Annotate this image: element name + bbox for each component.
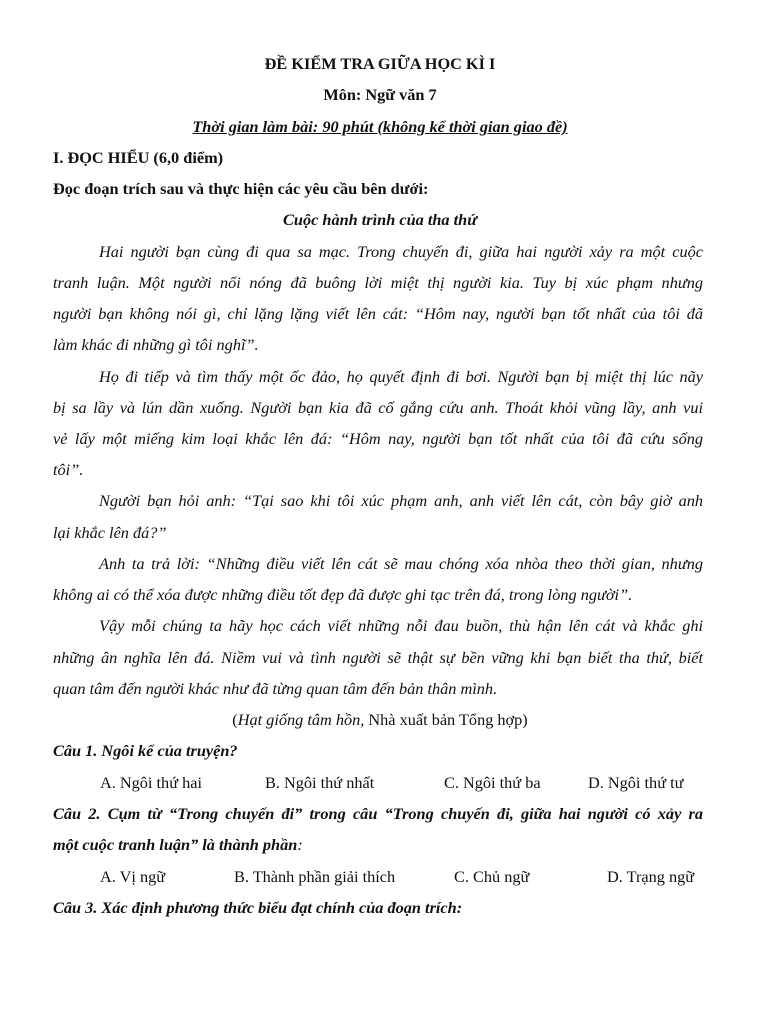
question-2-colon: :: [297, 835, 303, 854]
passage-line: quan tâm đến người khác như đã từng quan tâm đến bản thân mình.: [53, 679, 498, 698]
passage-line: làm khác đi những gì tôi nghĩ”.: [53, 335, 259, 354]
question-2-label-line2: [53, 835, 703, 855]
passage-line: Hai người bạn cùng đi qua sa mạc. Trong chuyến đi, giữa hai người xảy ra một cuộc: [99, 242, 703, 261]
exam-subject: Môn: Ngữ văn 7: [323, 85, 437, 104]
question-3-label: Câu 3. Xác định phương thức biểu đạt chính của đoạn trích:: [53, 898, 463, 917]
passage-line: Họ đi tiếp và tìm thấy một ốc đảo, họ quyết định đi bơi. Người bạn bị miệt thị lúc nãy: [99, 367, 703, 386]
passage-line: tôi”.: [53, 460, 84, 479]
passage-line: Vậy mỗi chúng ta hãy học cách viết những nỗi đau buồn, thù hận lên cát và khắc ghi: [99, 616, 703, 635]
question-2-option-d: D. Trạng ngữ: [607, 867, 695, 886]
passage-line: vẻ lấy một miếng kim loại khắc lên đá: “Hôm nay, người bạn tốt nhất của tôi đã cứu sống: [53, 429, 703, 448]
passage-line: bị sa lầy và lún dần xuống. Người bạn kia đã cố gắng cứu anh. Thoát khỏi vũng lầy, anh vui: [53, 398, 703, 417]
source-publisher: Nhà xuất bản Tổng hợp): [364, 710, 528, 729]
question-1-label: Câu 1. Ngôi kể của truyện?: [53, 741, 238, 760]
passage-line: Anh ta trả lời: “Những điều viết lên cát sẽ mau chóng xóa nhòa theo thời gian, nhưng: [99, 554, 703, 573]
passage-line: Người bạn hỏi anh: “Tại sao khi tôi xúc phạm anh, anh viết lên cát, còn bây giờ anh: [99, 491, 703, 510]
passage-line: lại khắc lên đá?”: [53, 523, 167, 542]
passage-line: những ân nghĩa lên đá. Niềm vui và tình người sẽ thật sự bền vững khi bạn biết tha thứ, biết: [53, 648, 703, 667]
question-2-option-a: A. Vị ngữ: [100, 867, 166, 886]
passage-line: tranh luận. Một người nổi nóng đã buông lời miệt thị người kia. Tuy bị xúc phạm nhưng: [53, 273, 703, 292]
passage-source: [53, 710, 707, 730]
section-heading: I. ĐỌC HIỂU (6,0 điểm): [53, 148, 224, 167]
passage-line: không ai có thể xóa được những điều tốt đẹp đã được ghi tạc trên đá, trong lòng người”.: [53, 585, 633, 604]
question-1-option-a: A. Ngôi thứ hai: [100, 773, 202, 792]
question-2-option-b: B. Thành phần giải thích: [234, 867, 396, 886]
passage-line: người bạn không nói gì, chỉ lặng lặng viết lên cát: “Hôm nay, người bạn tốt nhất của tôi đã: [53, 304, 703, 323]
question-1-option-d: D. Ngôi thứ tư: [588, 773, 684, 792]
question-2-label-line1: Câu 2. Cụm từ “Trong chuyến đi” trong câu “Trong chuyến đi, giữa hai người có xảy ra: [53, 804, 703, 823]
source-book-title: Hạt giống tâm hồn,: [237, 710, 365, 729]
source-open: (: [232, 710, 238, 729]
exam-title: ĐỀ KIỂM TRA GIỮA HỌC KÌ I: [264, 54, 496, 73]
question-2-option-c: C. Chủ ngữ: [454, 867, 530, 886]
section-instruction: Đọc đoạn trích sau và thực hiện các yêu cầu bên dưới:: [53, 179, 429, 198]
exam-time: Thời gian làm bài: 90 phút (không kể thời gian giao đề): [192, 117, 568, 136]
passage-title: Cuộc hành trình của tha thứ: [283, 210, 477, 229]
question-1-option-c: C. Ngôi thứ ba: [444, 773, 541, 792]
question-2-label-tail: một cuộc tranh luận” là thành phần: [53, 835, 298, 854]
question-1-option-b: B. Ngôi thứ nhất: [265, 773, 375, 792]
